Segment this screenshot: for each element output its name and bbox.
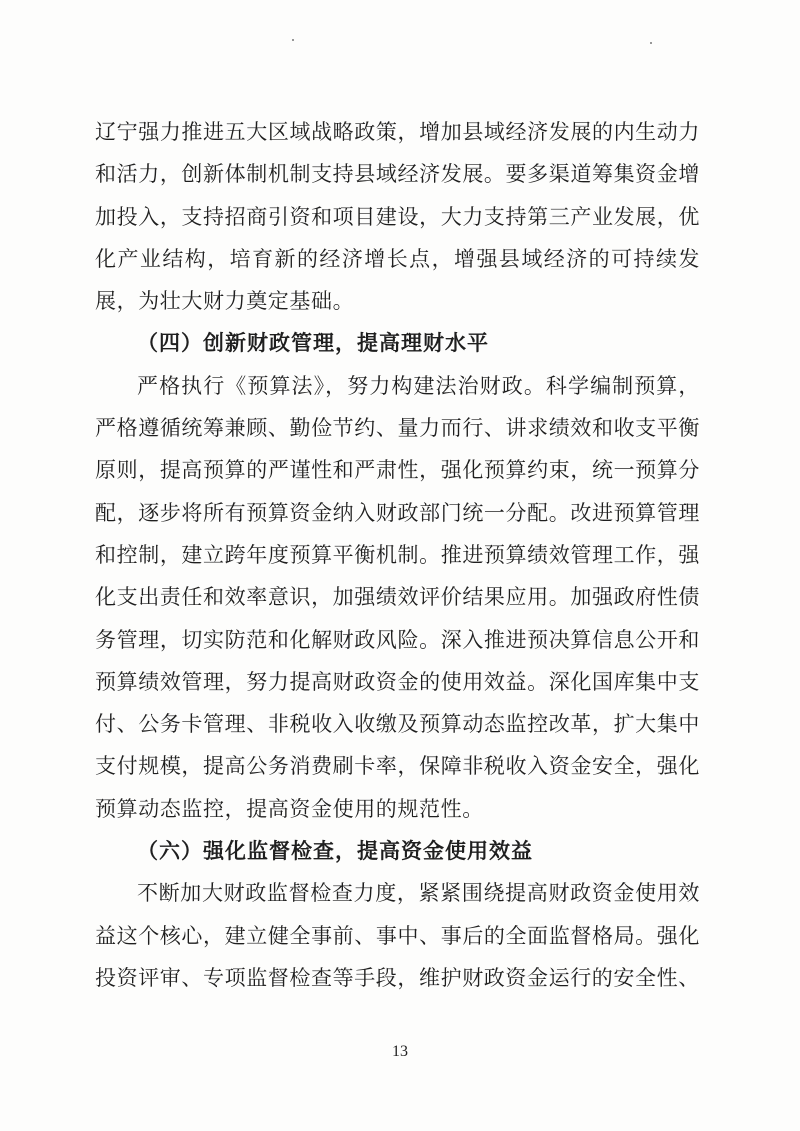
scan-speck (650, 42, 652, 44)
section-heading-finance-management: （四）创新财政管理，提高理财水平 (137, 331, 489, 356)
page-number: 13 (392, 1043, 408, 1060)
body-paragraph-county-economy: 辽宁强力推进五大区域战略政策，增加县域经济发展的内生动力和活力，创新体制机制支持县域经济发展。要多渠道筹集资金增加投入，支持招商引资和项目建设，大力支持第三产业发展，优化产业结构，培育新的经济增长点，增强县域经济的可持续发展，为壮大财力奠定基础。 (95, 120, 700, 314)
section-heading-supervision: （六）强化监督检查，提高资金使用效益 (137, 839, 533, 864)
document-body (95, 111, 700, 999)
scan-speck (292, 39, 294, 41)
body-paragraph-supervision: 不断加大财政监督检查力度，紧紧围绕提高财政资金使用效益这个核心，建立健全事前、事中、事后的全面监督格局。强化投资评审、专项监督检查等手段，维护财政资金运行的安全性、 (95, 881, 700, 990)
body-paragraph-budget-management: 严格执行《预算法》，努力构建法治财政。科学编制预算，严格遵循统筹兼顾、勤俭节约、量力而行、讲求绩效和收支平衡原则，提高预算的严谨性和严肃性，强化预算约束，统一预算分配，逐步将所有预算资金纳入财政部门统一分配。改进预算管理和控制，建立跨年度预算平衡机制。推进预算绩效管理工作，强化支出责任和效率意识，加强绩效评价结果应用。加强政府性债务管理，切实防范和化解财政风险。深入推进预决算信息公开和预算绩效管理，努力提高财政资金的使用效益。深化国库集中支付、公务卡管理、非税收入收缴及预算动态监控改革，扩大集中支付规模，提高公务消费刷卡率，保障非税收入资金安全，强化预算动态监控，提高资金使用的规范性。 (95, 373, 700, 821)
